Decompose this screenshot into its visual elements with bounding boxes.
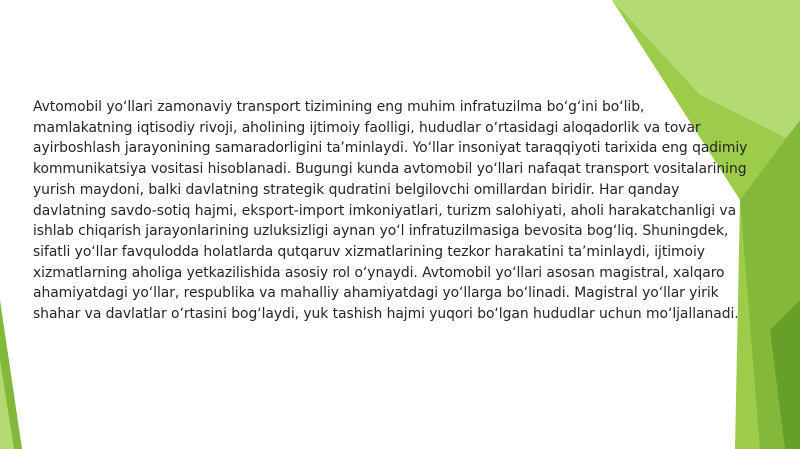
body-paragraph: Avtomobil yo‘llari zamonaviy transport tizimining eng muhim infratuzilma bo‘g‘ini bo‘lib, mamlakatning iqtisodiy rivoji, aholining ijtimoiy faolligi, hududlar o‘rtasidagi aloqadorlik va tovar ayirboshlash jarayonining samaradorligini ta’minlaydi. Yo‘llar insoniyat taraqqiyoti tarixida eng qadimiy kommunikatsiya vositasi hisoblanadi. Bugungi kunda avtomobil yo‘llari nafaqat transport vositalarining yurish maydoni, balki davlatning strategik qudratini belgilovchi omillardan biridir. Har qanday davlatning savdo-sotiq hajmi, eksport-import imkoniyatlari, turizm salohiyati, aholi harakatchanligi va ishlab chiqarish jarayonlarining uzluksizligi aynan yo‘l infratuzilmasiga bevosita bog‘liq. Shuningdek, sifatli yo‘llar favqulodda holatlarda qutqaruv xizmatlarining tezkor harakatini ta’minlaydi, ijtimoiy xizmatlarning aholiga yetkazilishida asosiy rol o‘ynaydi. Avtomobil yo‘llari asosan magistral, xalqaro ahamiyatdagi yo‘llar, respublika va mahalliy ahamiyatdagi yo‘llarga bo‘linadi. Magistral yo‘llar yirik shahar va davlatlar o‘rtasini bog‘laydi, yuk tashish hajmi yuqori bo‘lgan hududlar uchun mo‘ljallanadi. (33, 99, 748, 323)
